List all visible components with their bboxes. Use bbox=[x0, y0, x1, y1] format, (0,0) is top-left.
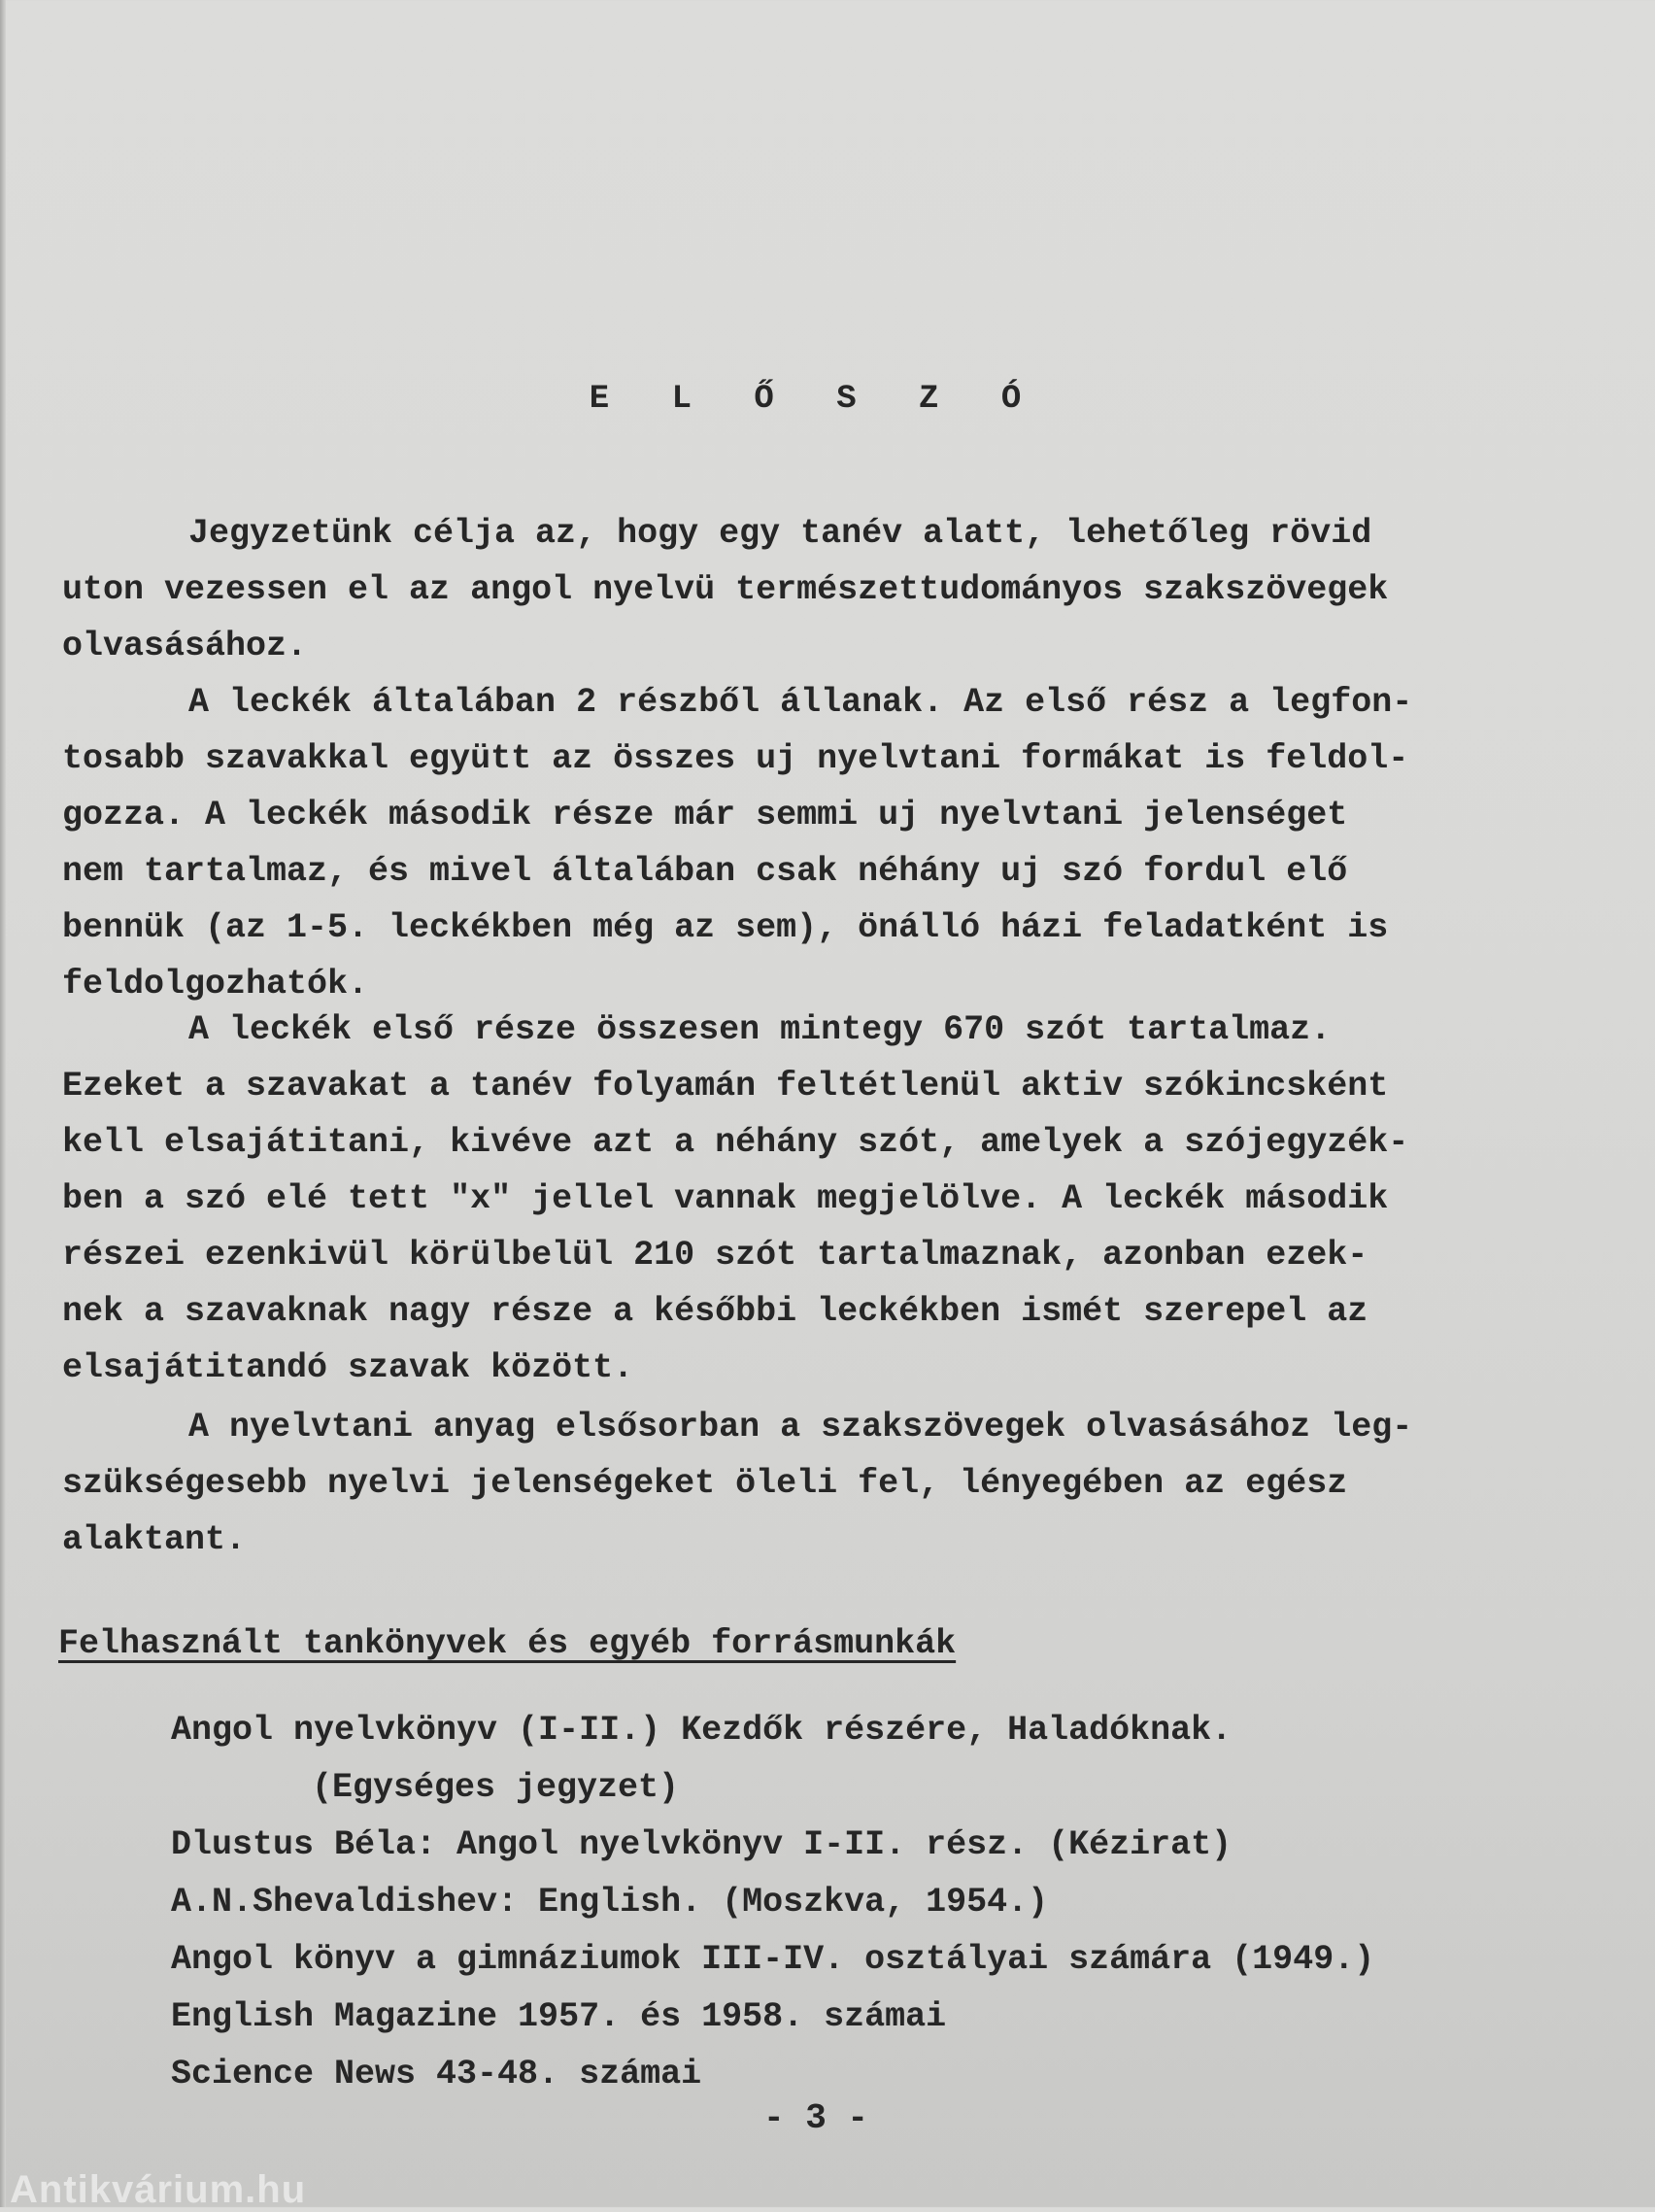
sources-heading: Felhasznált tankönyvek és egyéb forrásmunkák bbox=[58, 1624, 957, 1663]
source-item: Dlustus Béla: Angol nyelvkönyv I-II. rész. (Kézirat) bbox=[171, 1825, 1233, 1864]
source-item: Science News 43-48. számai bbox=[171, 2055, 702, 2093]
text-line: Ezeket a szavakat a tanév folyamán feltétlenül aktiv szókincsként bbox=[62, 1067, 1389, 1106]
text-line: bennük (az 1-5. leckékben még az sem), önálló házi feladatként is bbox=[62, 908, 1389, 947]
text-line: Jegyzetünk célja az, hogy egy tanév alatt, lehetőleg rövid bbox=[188, 514, 1372, 553]
source-item: English Magazine 1957. és 1958. számai bbox=[171, 1997, 947, 2036]
paragraph-3 bbox=[62, 1002, 1577, 1396]
text-line: A nyelvtani anyag elsősorban a szakszövegek olvasásához leg- bbox=[188, 1408, 1413, 1446]
watermark-logo: Antikvárium.hu bbox=[10, 2168, 307, 2211]
page-binding-edge bbox=[0, 0, 6, 2207]
text-line: feldolgozhatók. bbox=[62, 965, 369, 1004]
text-line: ben a szó elé tett "x" jellel vannak megjelölve. A leckék második bbox=[62, 1179, 1389, 1218]
text-line: alaktant. bbox=[62, 1520, 247, 1559]
paragraph-1 bbox=[62, 505, 1577, 674]
text-line: kell elsajátitani, kivéve azt a néhány szót, amelyek a szójegyzék- bbox=[62, 1123, 1409, 1162]
text-line: tosabb szavakkal együtt az összes uj nyelvtani formákat is feldol- bbox=[62, 739, 1409, 778]
source-item: Angol nyelvkönyv (I-II.) Kezdők részére, Haladóknak. bbox=[171, 1711, 1233, 1750]
text-line: részei ezenkivül körülbelül 210 szót tartalmaznak, azonban ezek- bbox=[62, 1236, 1368, 1275]
text-line: nek a szavaknak nagy része a későbbi leckékben ismét szerepel az bbox=[62, 1292, 1368, 1331]
source-item-continuation: (Egységes jegyzet) bbox=[312, 1768, 680, 1807]
text-line: nem tartalmaz, és mivel általában csak néhány uj szó fordul elő bbox=[62, 852, 1348, 891]
source-item: A.N.Shevaldishev: English. (Moszkva, 1954.) bbox=[171, 1883, 1049, 1922]
page-title: E L Ő S Z Ó bbox=[589, 381, 1043, 418]
text-line: olvasásához. bbox=[62, 627, 308, 665]
source-item: Angol könyv a gimnáziumok III-IV. osztályai számára (1949.) bbox=[171, 1940, 1375, 1979]
text-line: A leckék első része összesen mintegy 670 szót tartalmaz. bbox=[188, 1010, 1332, 1049]
text-line: gozza. A leckék második része már semmi uj nyelvtani jelenséget bbox=[62, 796, 1348, 834]
text-line: szükségesebb nyelvi jelenségeket öleli fel, lényegében az egész bbox=[62, 1464, 1348, 1503]
paragraph-4 bbox=[62, 1399, 1577, 1568]
paragraph-2 bbox=[62, 674, 1577, 1012]
text-line: A leckék általában 2 részből állanak. Az első rész a legfon- bbox=[188, 683, 1413, 722]
text-line: elsajátitandó szavak között. bbox=[62, 1348, 634, 1387]
sources-list bbox=[171, 1702, 1374, 2103]
page-number: - 3 - bbox=[762, 2098, 869, 2138]
text-line: uton vezessen el az angol nyelvü természettudományos szakszövegek bbox=[62, 570, 1389, 609]
